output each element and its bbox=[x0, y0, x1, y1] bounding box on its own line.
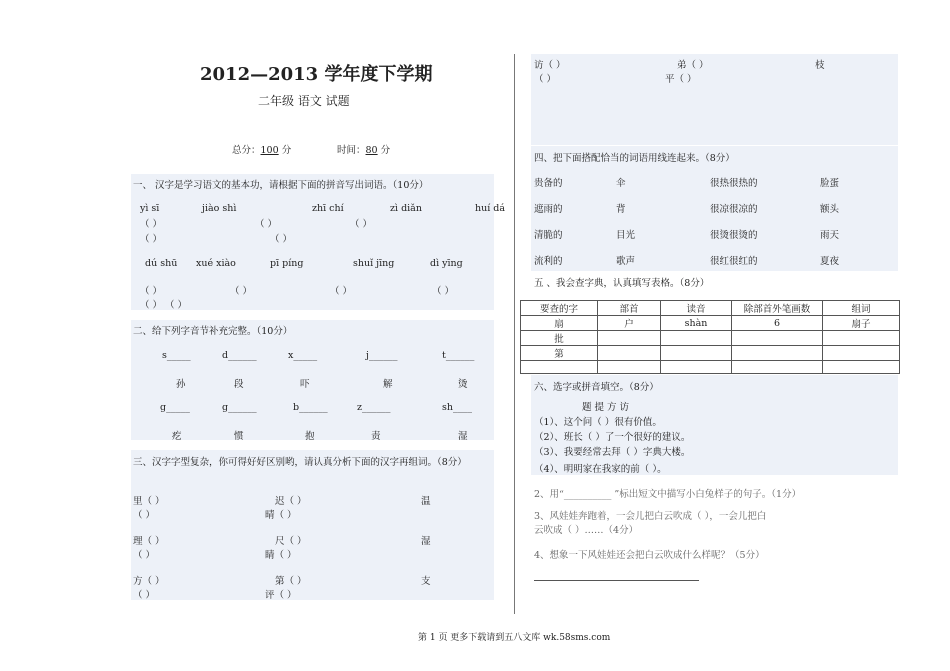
q2-syllable: sh____ bbox=[442, 402, 472, 413]
page-footer: 第 1 页 更多下载请到五八文库 wk.58sms.com bbox=[418, 633, 611, 643]
table-cell bbox=[521, 361, 598, 374]
q1-pinyin: jiào shì bbox=[202, 203, 237, 214]
q1-title: 一、 汉字是学习语文的基本功，请根据下面的拼音写出词语。（10分） bbox=[133, 180, 429, 191]
q3-cell: 湿 bbox=[421, 536, 431, 547]
table-cell[interactable] bbox=[661, 346, 732, 361]
q2-syllable: j______ bbox=[366, 350, 398, 361]
q1-paren: （ ） bbox=[432, 286, 455, 297]
q3-cell: （ ） bbox=[133, 590, 156, 601]
column-divider bbox=[514, 54, 515, 614]
q4-word: 夏夜 bbox=[820, 256, 840, 267]
q2-syllable: g______ bbox=[222, 402, 257, 413]
q4-word: 伞 bbox=[616, 178, 626, 189]
table-cell: 扇 bbox=[521, 316, 598, 331]
q1-pinyin: pī píng bbox=[270, 258, 304, 269]
q3-cell: 方（ ） bbox=[133, 576, 165, 587]
q1-paren: （ ） bbox=[270, 234, 293, 245]
q3-cell: （ ） bbox=[133, 550, 156, 561]
q3-cell: （ ） bbox=[133, 510, 156, 521]
q4-word: 背 bbox=[616, 204, 626, 215]
table-row bbox=[521, 331, 900, 346]
answer-line[interactable] bbox=[534, 580, 699, 581]
q3-title: 三、汉字字型复杂，你可得好好区别哟，请认真分析下面的汉字再组词。（8分） bbox=[133, 457, 467, 468]
q4-word: 脸蛋 bbox=[820, 178, 840, 189]
table-row bbox=[521, 361, 900, 374]
table-header: 读音 bbox=[661, 301, 732, 316]
q1-pinyin: shuǐ jīng bbox=[353, 258, 395, 269]
time-label: 时间： bbox=[337, 145, 366, 156]
q1-pinyin: zì diǎn bbox=[390, 203, 422, 214]
table-cell: shàn bbox=[661, 316, 732, 331]
table-header-row bbox=[521, 301, 900, 316]
page-title: 2012—2013 学年度下学期 bbox=[200, 64, 433, 85]
q2-char: 烫 bbox=[458, 379, 468, 390]
table-cell: 6 bbox=[732, 316, 823, 331]
q1-pinyin: yì sī bbox=[140, 203, 160, 214]
q7-part2: 2、用“__________ ”标出短文中描写小白兔样子的句子。（1分） bbox=[534, 489, 802, 500]
q3-cell: 晴（ ） bbox=[265, 510, 297, 521]
total-label: 总分： bbox=[232, 145, 261, 156]
right-top-cell: 平（ ） bbox=[665, 74, 697, 85]
q4-word: 很热很热的 bbox=[710, 178, 758, 189]
total-value: 100 bbox=[260, 145, 279, 156]
q1-pinyin: dú shū bbox=[145, 258, 178, 269]
q1-paren: （ ） bbox=[140, 234, 163, 245]
page-subtitle: 二年级 语文 试题 bbox=[258, 94, 350, 108]
table-cell: 批 bbox=[521, 331, 598, 346]
table-cell[interactable] bbox=[823, 331, 900, 346]
q3-cell: 睛（ ） bbox=[265, 550, 297, 561]
q1-pinyin: xué xiào bbox=[196, 258, 236, 269]
q4-word: 很凉很凉的 bbox=[710, 204, 758, 215]
q3-cell: 理（ ） bbox=[133, 536, 165, 547]
q4-word: 目光 bbox=[616, 230, 636, 241]
table-header: 要查的字 bbox=[521, 301, 598, 316]
q6-title: 六、选字或拼音填空。（8分） bbox=[534, 382, 659, 393]
q2-char: 惯 bbox=[234, 431, 244, 442]
q6-item: （1）、这个问（ ）很有价值。 bbox=[534, 417, 662, 428]
right-top-cell: 弟（ ） bbox=[677, 60, 709, 71]
right-top-cell: 访（ ） bbox=[534, 60, 566, 71]
q4-word: 额头 bbox=[820, 204, 840, 215]
table-cell[interactable] bbox=[823, 346, 900, 361]
q7-part4: 4、想象一下风娃娃还会把白云吹成什么样呢？（5分） bbox=[534, 550, 765, 561]
q2-char: 责 bbox=[371, 431, 381, 442]
q6-item: （2）、班长（ ）了一个很好的建议。 bbox=[534, 432, 691, 443]
table-header: 组词 bbox=[823, 301, 900, 316]
q1-pinyin: zhī chí bbox=[312, 203, 344, 214]
dictionary-table bbox=[520, 300, 900, 374]
q2-syllable: d______ bbox=[222, 350, 257, 361]
total-unit: 分 bbox=[281, 145, 292, 156]
q2-syllable: g_____ bbox=[160, 402, 190, 413]
table-header: 部首 bbox=[598, 301, 661, 316]
q4-word: 清脆的 bbox=[534, 230, 563, 241]
q1-paren: （ ） bbox=[140, 286, 163, 297]
table-cell: 扇子 bbox=[823, 316, 900, 331]
q3-cell: 迟（ ） bbox=[275, 496, 307, 507]
q4-word: 贵备的 bbox=[534, 178, 563, 189]
table-cell[interactable] bbox=[661, 331, 732, 346]
table-cell[interactable] bbox=[732, 331, 823, 346]
total-score bbox=[232, 142, 291, 156]
q1-paren: （ ） bbox=[330, 286, 353, 297]
q7-part3a: 3、风娃娃奔跑着，一会儿把白云吹成（ ），一会儿把白 bbox=[534, 511, 767, 522]
q1-paren: （ ） bbox=[350, 219, 373, 230]
q1-paren: （ ） bbox=[255, 219, 278, 230]
q5-title: 五 、我会查字典，认真填写表格。（8分） bbox=[534, 278, 710, 289]
q2-char: 孙 bbox=[176, 379, 186, 390]
q1-pinyin: dì yīng bbox=[430, 258, 463, 269]
exam-time bbox=[337, 142, 390, 156]
q7-part3b: 云吹成（ ）……（4分） bbox=[534, 525, 639, 536]
right-top-cell: 枝 bbox=[815, 60, 825, 71]
table-cell[interactable] bbox=[598, 361, 661, 374]
q2-syllable: z______ bbox=[357, 402, 391, 413]
table-row bbox=[521, 316, 900, 331]
q3-cell: 尺（ ） bbox=[275, 536, 307, 547]
table-cell[interactable] bbox=[732, 346, 823, 361]
q2-syllable: x_____ bbox=[288, 350, 318, 361]
right-top-cell: （ ） bbox=[534, 74, 557, 85]
q2-char: 湿 bbox=[458, 431, 468, 442]
time-value: 80 bbox=[365, 145, 378, 156]
q1-paren: （ ） bbox=[165, 300, 188, 311]
q2-char: 解 bbox=[383, 379, 393, 390]
q2-syllable: t______ bbox=[442, 350, 475, 361]
q1-paren: （ ） bbox=[140, 219, 163, 230]
q6-item: （3）、我要经常去拜（ ）字典大楼。 bbox=[534, 447, 691, 458]
q3-cell: 评（ ） bbox=[265, 590, 297, 601]
q2-title: 二、给下列字音节补充完整。（10分） bbox=[133, 326, 293, 337]
q1-paren: （ ） bbox=[230, 286, 253, 297]
q2-syllable: b______ bbox=[293, 402, 328, 413]
q4-title: 四、把下面搭配恰当的词语用线连起来。（8分） bbox=[534, 153, 735, 164]
q3-cell: 支 bbox=[421, 576, 431, 587]
q2-char: 吓 bbox=[300, 379, 310, 390]
right-shade-top bbox=[531, 54, 898, 145]
q4-word: 很烫很烫的 bbox=[710, 230, 758, 241]
q2-syllable: s_____ bbox=[162, 350, 191, 361]
q4-word: 雨天 bbox=[820, 230, 840, 241]
q6-choices: 题 提 方 访 bbox=[582, 402, 630, 413]
table-cell[interactable] bbox=[661, 361, 732, 374]
table-cell: 第 bbox=[521, 346, 598, 361]
table-cell[interactable] bbox=[598, 331, 661, 346]
q4-word: 流利的 bbox=[534, 256, 563, 267]
table-cell[interactable] bbox=[823, 361, 900, 374]
table-cell: 户 bbox=[598, 316, 661, 331]
q3-cell: 第（ ） bbox=[275, 576, 307, 587]
q4-word: 遮雨的 bbox=[534, 204, 563, 215]
table-cell[interactable] bbox=[732, 361, 823, 374]
q2-char: 段 bbox=[234, 379, 244, 390]
table-row bbox=[521, 346, 900, 361]
table-cell[interactable] bbox=[598, 346, 661, 361]
table-header: 除部首外笔画数 bbox=[732, 301, 823, 316]
q1-pinyin: huí dá bbox=[475, 203, 506, 214]
q2-char: 抱 bbox=[305, 431, 315, 442]
q1-paren: （ ） bbox=[140, 300, 163, 311]
q2-char: 疙 bbox=[172, 431, 182, 442]
q4-word: 歌声 bbox=[616, 256, 636, 267]
left-shade-q3 bbox=[131, 450, 494, 600]
q4-word: 很红很红的 bbox=[710, 256, 758, 267]
q3-cell: 温 bbox=[421, 496, 431, 507]
time-unit: 分 bbox=[380, 145, 391, 156]
q3-cell: 里（ ） bbox=[133, 496, 165, 507]
q6-item: （4）、明明家在我家的前（ ）。 bbox=[534, 464, 667, 475]
